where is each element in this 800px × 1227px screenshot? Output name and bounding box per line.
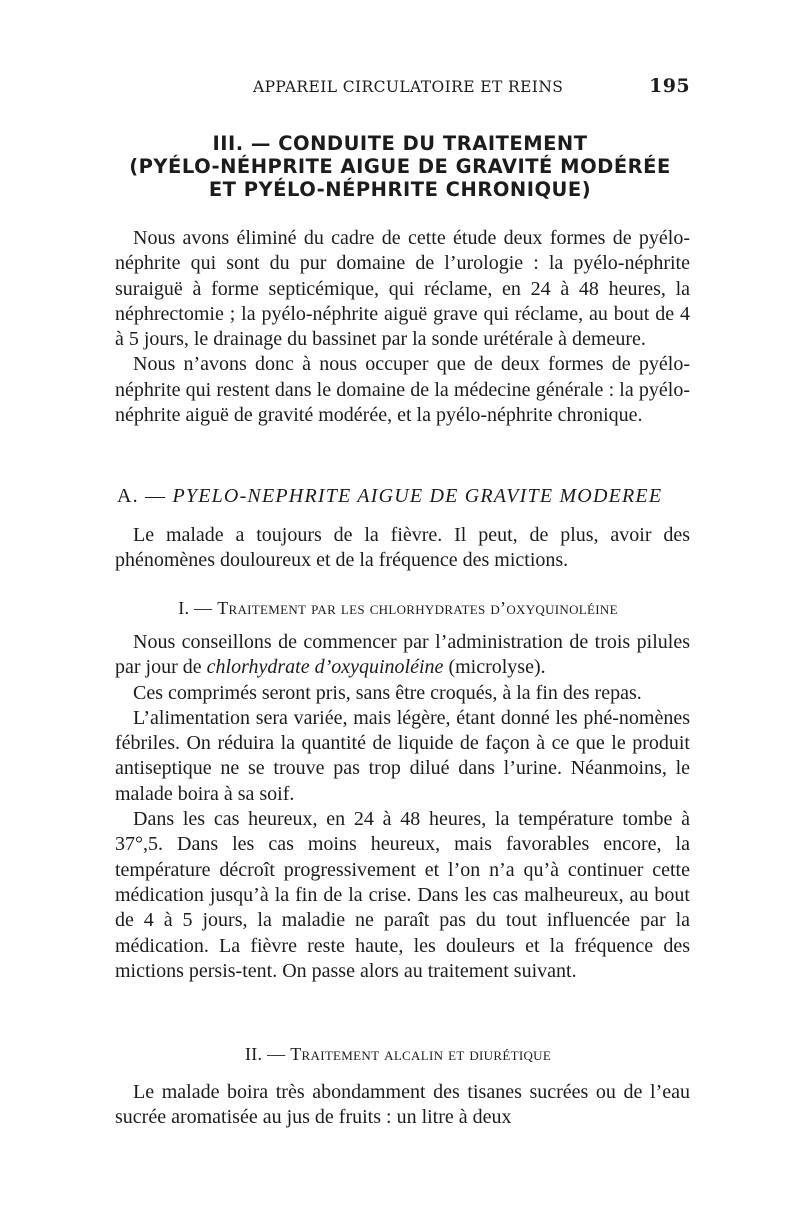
section-a-text — [115, 523, 690, 574]
subsection-i-title: Traitement par les chlorhydrates d’oxyquinoléine — [217, 598, 618, 618]
section-a-title: PYELO-NEPHRITE AIGUE DE GRAVITE MODEREE — [172, 485, 663, 507]
intro-paragraph-2: Nous n’avons donc à nous occuper que de deux formes de pyélo-néphrite qui restent dans le domaine de la médecine générale : la pyélo-néphrite aiguë de gravité modérée, et la pyélo-néphrite chronique. — [115, 353, 690, 427]
subsection-i-heading — [118, 598, 678, 619]
heading-line-1: III. — CONDUITE DU TRAITEMENT — [212, 132, 588, 155]
chapter-heading — [110, 132, 690, 201]
p1-text-after: (microlyse). — [443, 656, 546, 679]
intro-text — [115, 226, 690, 428]
subsection-ii-paragraph-1: Le malade boira très abondamment des tisanes sucrées ou de l’eau sucrée aromatisée au jus de fruits : un litre à deux — [115, 1081, 690, 1129]
subsection-i-numeral: I. — — [178, 598, 218, 618]
p1-text-before: Nous conseillons de commencer par l’administration de trois pilules par jour de — [115, 631, 690, 679]
section-a-prefix: A. — — [117, 485, 173, 507]
intro-paragraph-1: Nous avons éliminé du cadre de cette étude deux formes de pyélo-néphrite qui sont du pur domaine de l’urologie : la pyélo-néphrite suraiguë à forme septicémique, qui réclame, en 24 à 48 heures, la néphrectomie ; la pyélo-néphrite aiguë grave qui réclame, au bout de 4 à 5 jours, le drainage du bassinet par la sonde urétérale à demeure. — [115, 227, 690, 351]
heading-line-3: ET PYÉLO-NÉPHRITE CHRONIQUE) — [208, 178, 592, 201]
heading-line-2: (PYÉLO-NÉHPRITE AIGUE DE GRAVITÉ MODÉRÉE — [129, 155, 671, 178]
subsection-i-paragraph-1 — [115, 630, 690, 681]
subsection-ii-text — [115, 1080, 690, 1131]
subsection-i-paragraph-2: Ces comprimés seront pris, sans être croqués, à la fin des repas. — [133, 681, 642, 704]
subsection-ii-heading — [118, 1044, 678, 1065]
subsection-i-text — [115, 630, 690, 984]
subsection-i-paragraph-3: L’alimentation sera variée, mais légère, étant donné les phé-nomènes fébriles. On réduira la quantité de liquide de façon à ce que le produit antiseptique ne se trouve pas trop dilué dans l’urine. Néanmoins, le malade boira à sa soif. — [115, 706, 690, 805]
subsection-i-paragraph-4: Dans les cas heureux, en 24 à 48 heures, la température tombe à 37°,5. Dans les cas moins heureux, mais favorables encore, la température décroît progressivement et l’on n’a qu’à continuer cette médication jusqu’à la fin de la crise. Dans les cas malheureux, au bout de 4 à 5 jours, la maladie ne paraît pas du tout influencée par la médication. La fièvre reste haute, les douleurs et la fréquence des mictions persis-tent. On passe alors au traitement suivant. — [115, 808, 690, 982]
subsection-ii-title: Traitement alcalin et diurétique — [290, 1044, 552, 1064]
p1-text-italic: chlorhydrate d’oxyquinoléine — [206, 656, 444, 679]
page-number: 195 — [649, 75, 690, 97]
subsection-ii-numeral: II. — — [244, 1044, 291, 1064]
section-a-paragraph-1: Le malade a toujours de la fièvre. Il peut, de plus, avoir des phénomènes douloureux et de la fréquence des mictions. — [115, 524, 690, 572]
running-title: APPAREIL CIRCULATOIRE ET REINS — [253, 78, 564, 96]
section-a-heading — [117, 485, 692, 508]
